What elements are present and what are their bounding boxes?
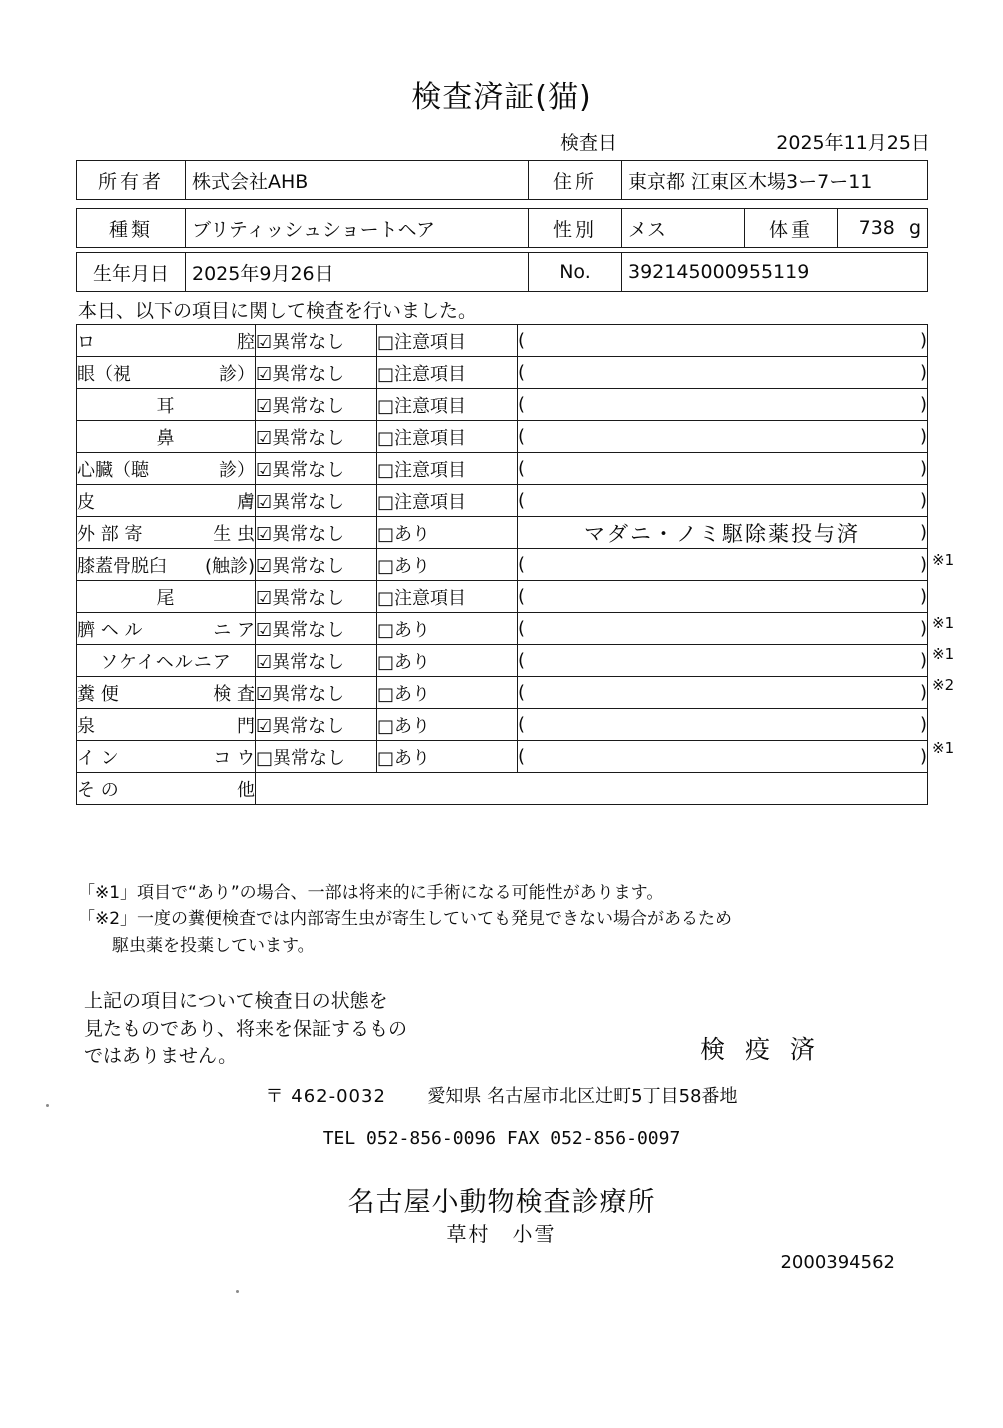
item-label-text: 眼（視 (77, 363, 131, 385)
item-label (77, 709, 256, 741)
close-paren: ) (919, 650, 927, 671)
item-label-text: 皮 (77, 491, 95, 513)
close-paren: ) (919, 714, 927, 735)
checkbox-flag[interactable]: □あり (377, 709, 518, 741)
item-label-text: そ の (77, 779, 119, 801)
clinic-name: 名古屋小動物検査診療所 (347, 1187, 656, 1218)
clinic-address-text: 愛知県 名古屋市北区辻町5丁目58番地 (427, 1086, 738, 1107)
table-row (77, 709, 928, 741)
breed-info-table (76, 208, 928, 248)
item-remark-field[interactable] (518, 677, 928, 709)
item-remark-field[interactable] (518, 549, 928, 581)
checkbox-normal[interactable]: □異常なし (256, 741, 377, 773)
item-label (77, 645, 256, 677)
table-row (77, 645, 928, 677)
exam-date-value: 2025年11月25日 (776, 132, 930, 154)
breed-label: 種類 (77, 209, 186, 248)
item-label (77, 485, 256, 517)
exam-date-label: 検査日 (560, 132, 618, 154)
item-label (77, 613, 256, 645)
item-label (77, 453, 256, 485)
close-paren: ) (919, 682, 927, 703)
item-remark-text: マダニ・ノミ駆除薬投与済 (583, 521, 860, 546)
item-label (77, 741, 256, 773)
footnote-mark: ※1 (932, 645, 955, 663)
table-row (77, 453, 928, 485)
item-label-text: 糞 便 (77, 683, 119, 705)
item-label (77, 325, 256, 357)
checkbox-flag[interactable]: □あり (377, 645, 518, 677)
item-remark-field[interactable] (518, 389, 928, 421)
close-paren: ) (919, 554, 927, 575)
item-label-text: 検 査 (213, 683, 255, 705)
footnote-mark: ※2 (932, 676, 955, 695)
no-label: No. (529, 253, 622, 292)
item-label (77, 581, 256, 613)
close-paren: ) (919, 426, 927, 447)
item-label (77, 549, 256, 581)
footnotes (78, 880, 732, 959)
item-label-text: 生 虫 (213, 523, 255, 545)
open-paren: ( (518, 618, 526, 639)
item-label-text: 膝蓋骨脱臼 (77, 555, 167, 577)
item-label-text: 門 (237, 715, 255, 737)
table-row (77, 773, 928, 805)
checkbox-flag[interactable]: □注意項目 (377, 453, 518, 485)
checkbox-normal[interactable]: ☑異常なし (256, 357, 377, 389)
open-paren: ( (518, 586, 526, 607)
checkbox-flag[interactable]: □注意項目 (377, 325, 518, 357)
sex-value: メス (622, 209, 745, 248)
disclaimer-line-2: 見たものであり、将来を保証するもの (84, 1017, 408, 1040)
footnote-3: 駆虫薬を投薬しています。 (112, 935, 315, 956)
footnote-mark: ※1 (932, 738, 955, 757)
address-value: 東京都 江東区木場3ー7ー11 (622, 161, 928, 200)
birth-value: 2025年9月26日 (186, 253, 529, 292)
item-label (77, 389, 256, 421)
footnote-1: 「※1」項目で“あり”の場合、一部は将来的に手術になる可能性があります。 (78, 883, 664, 903)
item-remark-field[interactable] (518, 517, 928, 549)
table-row (77, 389, 928, 421)
item-label-text: 心臓（聴 (77, 459, 149, 481)
item-remark-field[interactable] (518, 453, 928, 485)
item-remark-field[interactable] (518, 581, 928, 613)
intro-note: 本日、以下の項目に関して検査を行いました。 (78, 300, 478, 322)
checkbox-normal[interactable]: ☑異常なし (256, 325, 377, 357)
checkbox-normal[interactable]: ☑異常なし (256, 485, 377, 517)
close-paren: ) (919, 394, 927, 415)
clinic-tel-fax: TEL 052-856-0096 FAX 052-856-0097 (322, 1128, 681, 1149)
item-label (77, 357, 256, 389)
weight-unit: g (908, 217, 921, 239)
clinic-address (0, 1082, 1003, 1108)
item-remark-field[interactable] (518, 645, 928, 677)
clinic-zip: 〒 462-0032 (265, 1086, 386, 1107)
close-paren: ) (919, 330, 927, 351)
table-row (77, 357, 928, 389)
open-paren: ( (518, 394, 526, 415)
item-label-text: 外 部 寄 (77, 523, 143, 545)
no-value: 392145000955119 (622, 253, 928, 292)
close-paren: ) (919, 362, 927, 383)
open-paren: ( (518, 426, 526, 447)
table-row (77, 613, 928, 645)
checkbox-flag[interactable]: □注意項目 (377, 357, 518, 389)
owner-label: 所有者 (77, 161, 186, 200)
address-label: 住所 (529, 161, 622, 200)
item-remark-field[interactable] (518, 325, 928, 357)
item-remark-field[interactable] (518, 421, 928, 453)
footnote-mark: ※1 (932, 551, 955, 570)
item-label-text: 臍 ヘ ル (77, 619, 143, 641)
close-paren: ) (919, 522, 927, 543)
item-label (77, 517, 256, 549)
item-label-text: コ ウ (213, 747, 255, 769)
table-row (77, 485, 928, 517)
item-remark-field[interactable] (518, 709, 928, 741)
table-row (77, 741, 928, 773)
item-label-text: (触診) (204, 555, 255, 577)
item-label-text: 膚 (237, 491, 255, 513)
open-paren: ( (518, 458, 526, 479)
close-paren: ) (919, 746, 927, 767)
checkbox-normal[interactable]: ☑異常なし (256, 677, 377, 709)
item-label-text: 鼻 (156, 427, 176, 449)
checkbox-flag[interactable]: □あり (377, 613, 518, 645)
checkbox-flag[interactable]: □あり (377, 549, 518, 581)
item-label (77, 677, 256, 709)
checkbox-normal[interactable]: ☑異常なし (256, 709, 377, 741)
table-row (77, 421, 928, 453)
checkbox-flag[interactable]: □あり (377, 741, 518, 773)
inspection-items-table (76, 324, 928, 805)
open-paren: ( (518, 362, 526, 383)
checkbox-normal[interactable]: ☑異常なし (256, 645, 377, 677)
table-row (77, 677, 928, 709)
item-label-text: 診） (219, 363, 255, 385)
sex-label: 性別 (529, 209, 622, 248)
checkbox-normal[interactable]: ☑異常なし (256, 517, 377, 549)
close-paren: ) (919, 490, 927, 511)
item-remark-field[interactable] (518, 613, 928, 645)
item-label-text: 診） (219, 459, 255, 481)
close-paren: ) (919, 586, 927, 607)
checkbox-flag[interactable]: □あり (377, 517, 518, 549)
item-other-blank[interactable] (256, 773, 928, 805)
item-remark-field[interactable] (518, 357, 928, 389)
checkbox-flag[interactable]: □注意項目 (377, 581, 518, 613)
table-row (77, 581, 928, 613)
weight-value-cell (838, 209, 928, 248)
table-row (77, 253, 928, 292)
item-label-text: 腔 (237, 331, 255, 353)
checkbox-normal[interactable]: ☑異常なし (256, 613, 377, 645)
open-paren: ( (518, 714, 526, 735)
weight-label: 体重 (745, 209, 838, 248)
item-label-text: 泉 (77, 715, 95, 737)
checkbox-normal[interactable]: ☑異常なし (256, 549, 377, 581)
item-label (77, 773, 256, 805)
item-remark-field[interactable] (518, 485, 928, 517)
page-title: 検査済証(猫) (411, 80, 592, 115)
item-label-text: ソケイヘルニア (100, 651, 232, 673)
scan-speck (236, 1290, 239, 1293)
checkbox-flag[interactable]: □注意項目 (377, 389, 518, 421)
disclaimer-line-1: 上記の項目について検査日の状態を (84, 990, 388, 1012)
open-paren: ( (518, 746, 526, 767)
checkbox-normal[interactable]: ☑異常なし (256, 453, 377, 485)
footnote-mark: ※1 (932, 613, 955, 632)
checkbox-flag[interactable]: □注意項目 (377, 421, 518, 453)
table-row (77, 517, 928, 549)
item-label-text: ニ ア (213, 619, 255, 641)
disclaimer-line-3: ではありません。 (84, 1045, 238, 1068)
weight-value: 738 (858, 217, 895, 239)
breed-value: ブリティッシュショートヘア (186, 209, 529, 248)
open-paren: ( (518, 650, 526, 671)
inspector-name: 草村 小雪 (446, 1222, 557, 1246)
table-row (77, 209, 928, 248)
checkbox-normal[interactable]: ☑異常なし (256, 389, 377, 421)
item-label-text: 尾 (156, 587, 176, 609)
birth-label: 生年月日 (77, 253, 186, 292)
birth-info-table (76, 252, 928, 292)
open-paren: ( (518, 330, 526, 351)
item-label-text: ロ (77, 331, 95, 353)
table-row (77, 161, 928, 200)
item-label-text: 他 (237, 779, 255, 801)
table-row (77, 325, 928, 357)
checkbox-normal[interactable]: ☑異常なし (256, 421, 377, 453)
item-remark-field[interactable] (518, 741, 928, 773)
close-paren: ) (919, 618, 927, 639)
exam-date-row (560, 128, 930, 155)
open-paren: ( (518, 490, 526, 511)
owner-value: 株式会社AHB (186, 161, 529, 200)
open-paren: ( (518, 554, 526, 575)
serial-number: 2000394562 (780, 1252, 895, 1273)
owner-info-table (76, 160, 928, 200)
item-label-text: 耳 (156, 395, 176, 417)
item-label-text: イ ン (77, 747, 119, 769)
open-paren: ( (518, 682, 526, 703)
table-row (77, 549, 928, 581)
quarantine-stamp: 検 疫 済 (700, 1035, 821, 1064)
checkbox-normal[interactable]: ☑異常なし (256, 581, 377, 613)
checkbox-flag[interactable]: □あり (377, 677, 518, 709)
close-paren: ) (919, 458, 927, 479)
disclaimer (84, 988, 407, 1071)
checkbox-flag[interactable]: □注意項目 (377, 485, 518, 517)
footnote-2: 「※2」一度の糞便検査では内部寄生虫が寄生していても発見できない場合があるため (78, 909, 733, 930)
item-label (77, 421, 256, 453)
